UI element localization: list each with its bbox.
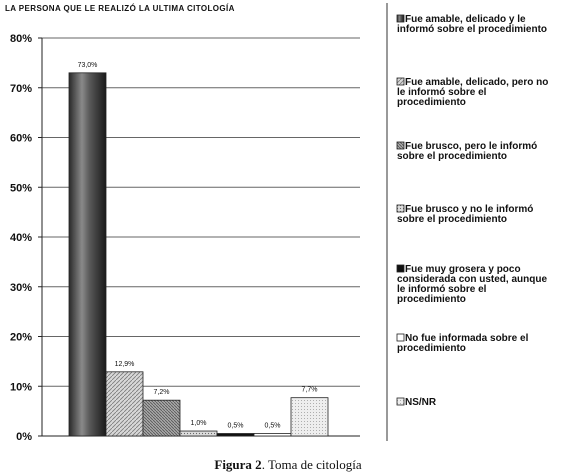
legend-swatch [397,265,404,272]
legend-swatch [397,205,404,212]
y-tick-label: 80% [9,33,32,45]
legend-entry-label: Fue amable, delicado, pero no le informó sobre el procedimiento [397,77,549,108]
y-tick-label: 0% [16,431,32,443]
y-tick-label: 40% [9,232,32,244]
bars [69,73,328,436]
figure-caption [0,457,576,473]
data-label: 1,0% [190,420,207,428]
y-tick-label: 30% [9,281,32,294]
legend-swatch [397,334,404,341]
legend-swatch [397,78,404,85]
bar [291,398,328,436]
chart-title: LA PERSONA QUE LE REALIZÓ LA ULTIMA CITOLOGÍA [5,4,235,13]
y-tick-label: 70% [9,82,32,95]
bar [180,431,217,436]
y-tick-label: 50% [9,182,32,195]
legend-swatch [397,398,404,405]
bar [106,372,143,436]
legend-entry-label: NS/NR [405,397,437,408]
caption-label: Figura 2 [214,457,262,472]
bar [254,434,291,436]
legend [397,14,548,408]
legend-swatch [397,15,404,22]
legend-entry-label: Fue muy grosera y poco considerada con usted, aunque le informó sobre el procedimiento [397,264,548,305]
bar [69,73,106,436]
y-tick-label: 20% [9,331,32,344]
data-label: 0,5% [264,422,281,430]
data-label: 7,7% [301,386,318,394]
legend-swatch [397,142,404,149]
data-label: 73,0% [77,61,98,69]
data-label: 7,2% [153,389,170,397]
bar [217,434,254,436]
y-tick-label: 60% [9,132,32,145]
caption-text: . Toma de citología [261,457,362,472]
legend-entry-label: Fue brusco, pero le informó sobre el procedimiento [397,141,538,162]
legend-entry-label: No fue informada sobre el procedimiento [397,333,529,354]
legend-entry-label: Fue brusco y no le informó sobre el procedimiento [397,204,534,225]
data-label: 12,9% [114,360,135,368]
legend-entry-label: Fue amable, delicado y le informó sobre el procedimiento [397,14,548,35]
data-label: 0,5% [227,422,244,430]
y-axis-ticks [10,33,32,443]
y-tick-label: 10% [9,381,32,394]
bar [143,400,180,436]
